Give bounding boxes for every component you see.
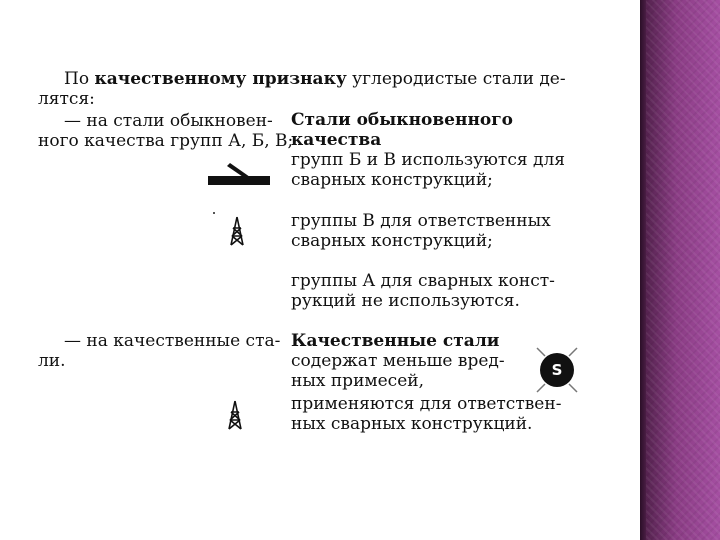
ordinary-p2-line-1: группы В для ответственных: [291, 211, 551, 231]
ordinary-p2-line-2: сварных конструкций;: [291, 231, 493, 251]
sulfur-label: S: [551, 361, 563, 379]
intro-bold: качественному признаку: [94, 69, 347, 89]
quality-line-2: ных примесей,: [291, 371, 424, 391]
left-item-1-line-2: ного качества групп А, Б, В;: [38, 131, 294, 151]
weld-seam-icon: [206, 160, 272, 190]
intro-line-1: [64, 70, 566, 89]
quality-line-1: содержат меньше вред-: [291, 351, 505, 371]
left-item-2-line-1: — на качественные ста-: [64, 331, 281, 351]
tower-icon: [228, 216, 246, 246]
quality-title: Качественные стали: [291, 331, 500, 351]
dot-mark: [213, 212, 215, 214]
intro-prefix: По: [64, 69, 95, 89]
sulfur-atom-icon: [527, 340, 587, 400]
side-band-edge: [640, 0, 646, 540]
ordinary-title-line-1: Стали обыкновенного: [291, 110, 513, 130]
ordinary-p3-line-2: рукций не используются.: [291, 291, 520, 311]
ordinary-p1-line-1: групп Б и В используются для: [291, 150, 565, 170]
decorative-side-band: [640, 0, 720, 540]
ordinary-p1-line-2: сварных конструкций;: [291, 170, 493, 190]
quality-line-4: ных сварных конструкций.: [291, 414, 533, 434]
ordinary-p3-line-1: группы А для сварных конст-: [291, 271, 555, 291]
intro-suffix: углеродистые стали де-: [346, 69, 566, 89]
ordinary-title-line-2: качества: [291, 130, 382, 150]
intro-line-2: лятся:: [38, 89, 95, 109]
quality-line-3: применяются для ответствен-: [291, 394, 562, 414]
left-item-1-line-1: — на стали обыкновен-: [64, 111, 273, 131]
left-item-2-line-2: ли.: [38, 351, 66, 371]
tower-icon: [226, 400, 244, 430]
